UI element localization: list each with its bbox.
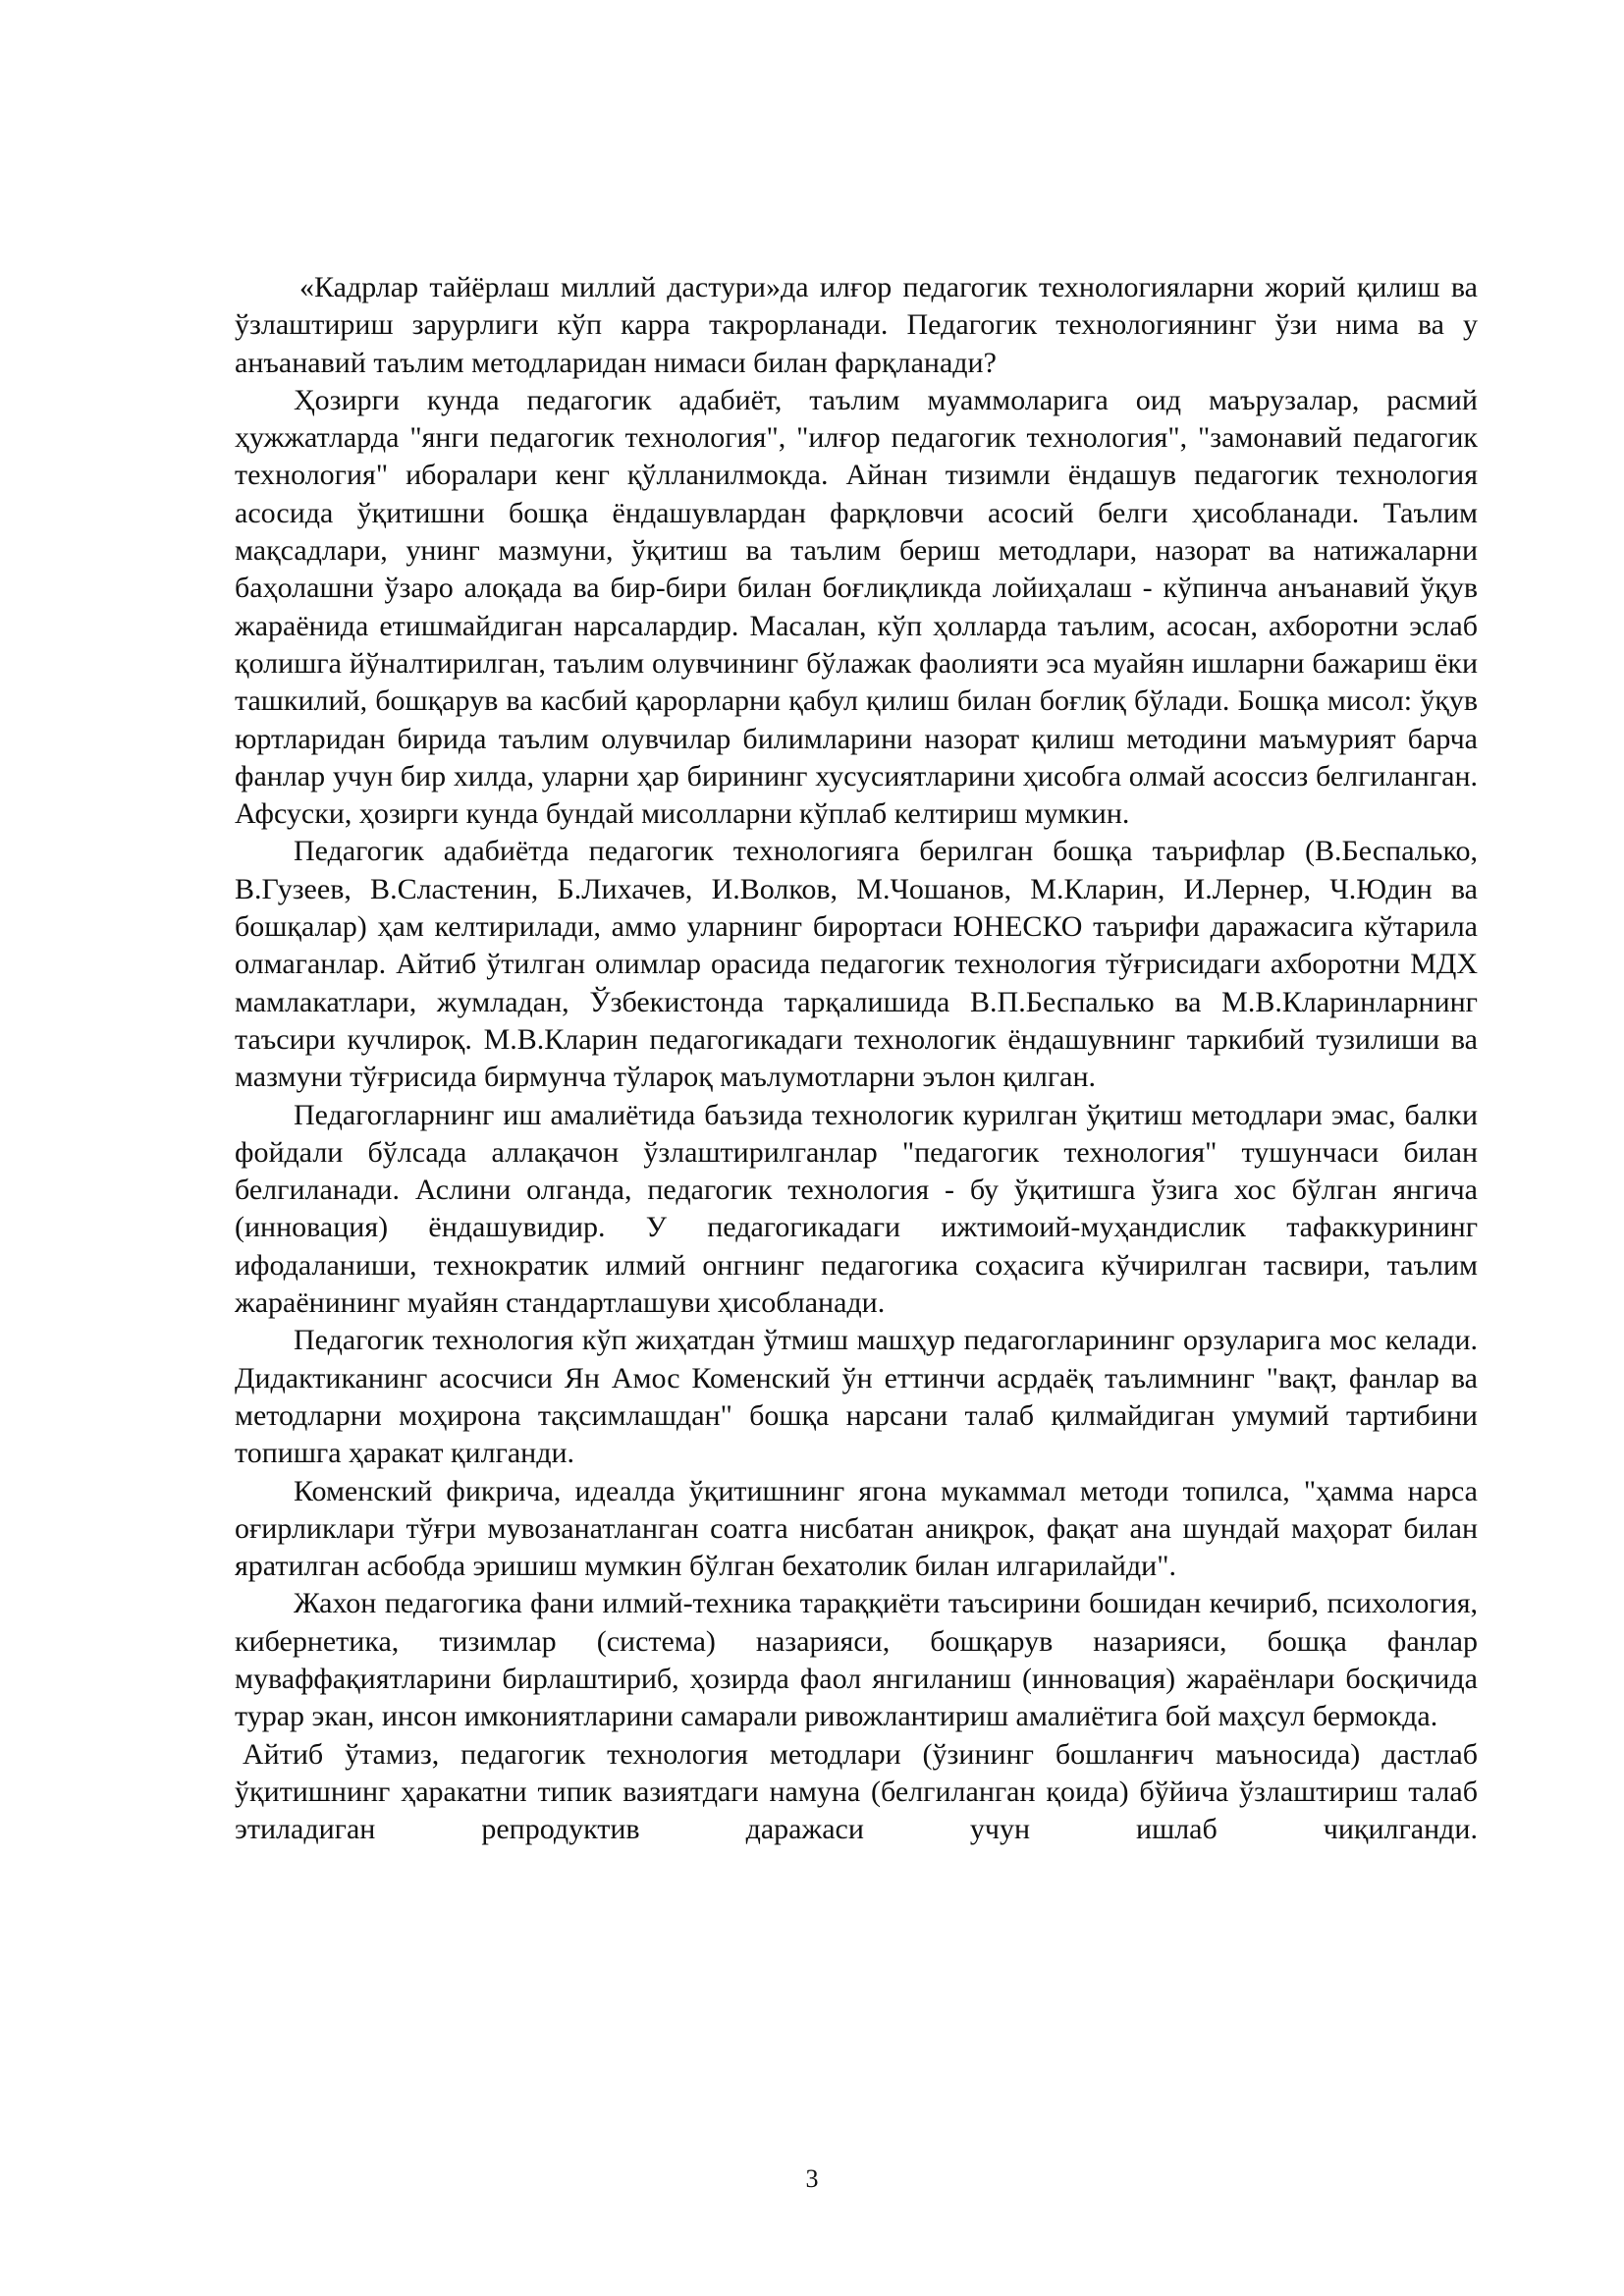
paragraph: Педагогик технология кўп жиҳатдан ўтмиш машҳур педагогларининг орзуларига мос келади. Дидактиканинг асосчиси Ян Амос Коменский ўн еттинчи асрдаёқ таълимнинг "вақт, фанлар ва методларни моҳирона тақсимлашдан" бошқа нарсани талаб қилмайдиган умумий тартибини топишга ҳаракат қилганди. [235, 1324, 1478, 1470]
paragraph: Педагогларнинг иш амалиётида баъзида технологик курилган ўқитиш методлари эмас, балки фойдали бўлсада аллақачон ўзлаштирилганлар "педагогик технология" тушунчаси билан белгиланади. Аслини олганда, педагогик технология - бу ўқитишга ўзига хос бўлган янгича (инновация) ёндашувидир. У педагогикадаги ижтимоий-муҳандислик тафаккурининг ифодаланиши, технократик илмий онгнинг педагогика соҳасига кўчирилган тасвири, таълим жараёнининг муайян стандартлашуви ҳисобланади. [235, 1098, 1478, 1320]
paragraph: Ҳозирги кунда педагогик адабиёт, таълим муаммоларига оид маърузалар, расмий ҳужжатларда "янги педагогик технология", "илғор педагогик технология", "замонавий педагогик технология" иборалари кенг қўлланилмокда. Айнан тизимли ёндашув педагогик технология асосида ўқитишни бошқа ёндашувлардан фарқловчи асосий белги ҳисобланади. Таълим мақсадлари, унинг мазмуни, ўқитиш ва таълим бериш методлари, назорат ва натижаларни баҳолашни ўзаро алоқада ва бир-бири билан боғлиқликда лойиҳалаш - кўпинча анъанавий ўқув жараёнида етишмайдиган нарсалардир. Масалан, кўп ҳолларда таълим, асосан, ахборотни эслаб қолишга йўналтирилган, таълим олувчининг бўлажак фаолияти эса муайян ишларни бажариш ёки ташкилий, бошқарув ва касбий қарорларни қабул қилиш билан боғлиқ бўлади. Бошқа мисол: ўқув юртларидан бирида таълим олувчилар билимларини назорат қилиш методини маъмурият барча фанлар учун бир хилда, уларни ҳар бирининг хусусиятларини ҳисобга олмай асоссиз белгиланган. Афсуски, ҳозирги кунда бундай мисолларни кўплаб келтириш мумкин. [235, 383, 1478, 831]
paragraph: «Кадрлар тайёрлаш миллий дастури»да илғор педагогик технологияларни жорий қилиш ва ўзлаштириш зарурлиги кўп карра такрорланади. Педагогик технологиянинг ўзи нима ва у анъанавий таълим методларидан нимаси билан фарқланади? [235, 271, 1478, 379]
paragraph: Жахон педагогика фани илмий-техника тараққиёти таъсирини бошидан кечириб, психология, кибернетика, тизимлар (система) назарияси, бошқарув назарияси, бошқа фанлар муваффақиятларини бирлаштириб, ҳозирда фаол янгиланиш (инновация) жараёнлари босқичида турар экан, инсон имкониятларини самарали ривожлантириш амалиётига бой маҳсул бермокда. [235, 1587, 1478, 1733]
document-body [235, 269, 1478, 1848]
paragraph: Педагогик адабиётда педагогик технологияга берилган бошқа таърифлар (В.Беспалько, В.Гузеев, В.Сластенин, Б.Лихачев, И.Волков, М.Чошанов, М.Кларин, И.Лернер, Ч.Юдин ва бошқалар) ҳам келтирилади, аммо уларнинг бирортаси ЮНЕСКО таърифи даражасига кўтарила олмаганлар. Айтиб ўтилган олимлар орасида педагогик технология тўғрисидаги ахборотни МДХ мамлакатлари, жумладан, Ўзбекистонда тарқалишида В.П.Беспалько ва М.В.Кларинларнинг таъсири кучлироқ. М.В.Кларин педагогикадаги технологик ёндашувнинг таркибий тузилиши ва мазмуни тўғрисида бирмунча тўлароқ маълумотларни эълон қилган. [235, 835, 1478, 1094]
page-number: 3 [805, 2164, 819, 2193]
paragraph: Айтиб ўтамиз, педагогик технология методлари (ўзининг бошланғич маъносида) дастлаб ўқитишнинг ҳаракатни типик вазиятдаги намуна (белгиланган қоида) бўйича ўзлаштириш талаб этиладиган репродуктив даражаси учун ишлаб чиқилганди. [235, 1737, 1478, 1846]
paragraph: Коменский фикрича, идеалда ўқитишнинг ягона мукаммал методи топилса, "ҳамма нарса оғирликлари тўғри мувозанатланган соатга нисбатан аниқрок, фақат ана шундай маҳорат билан яратилган асбобда эришиш мумкин бўлган бехатолик билан илгарилайди". [235, 1474, 1478, 1583]
